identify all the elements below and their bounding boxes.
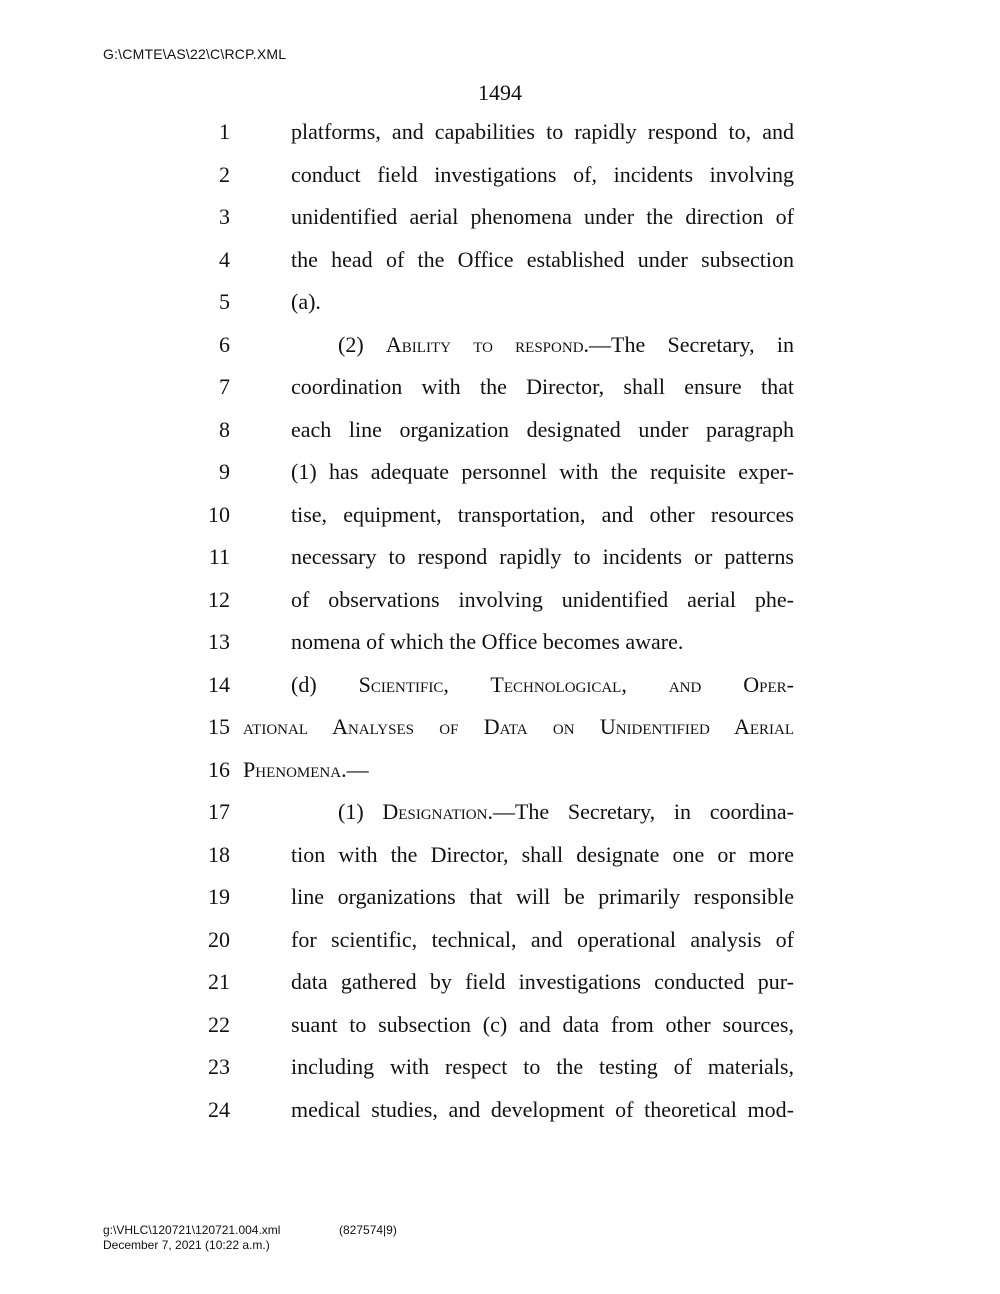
line-text: [338, 331, 794, 359]
text-segment: data gathered by field investigations conducted pur-: [291, 969, 794, 994]
line-text: [291, 501, 794, 529]
line-text: [243, 756, 794, 784]
line-number: 17: [208, 799, 230, 824]
line-number: 4: [219, 247, 230, 272]
text-segment: conduct field investigations of, incidents involving: [291, 162, 794, 187]
footer-date: December 7, 2021 (10:22 a.m.): [103, 1238, 270, 1252]
text-segment: each line organization designated under paragraph: [291, 417, 794, 442]
line-number: 20: [208, 927, 230, 952]
footer-document-id: (827574|9): [339, 1223, 397, 1237]
small-caps-heading: Designation: [382, 799, 488, 824]
line-number: 10: [208, 502, 230, 527]
line-number: 6: [219, 332, 230, 357]
line-number: 16: [208, 757, 230, 782]
line-text: [291, 373, 794, 401]
line-number: 14: [208, 672, 230, 697]
text-segment: tise, equipment, transportation, and other resources: [291, 502, 794, 527]
line-text: [243, 713, 794, 741]
text-segment: suant to subsection (c) and data from other sources,: [291, 1012, 794, 1037]
text-segment: necessary to respond rapidly to incidents or patterns: [291, 544, 794, 569]
line-text: [291, 458, 794, 486]
text-segment: nomena of which the Office becomes aware.: [291, 629, 684, 654]
line-number: 9: [219, 459, 230, 484]
text-segment: (2): [338, 332, 386, 357]
line-number: 21: [208, 969, 230, 994]
text-segment: line organizations that will be primarily responsible: [291, 884, 794, 909]
text-segment: .—: [341, 757, 369, 782]
text-segment: .—The Secretary, in coordina-: [487, 799, 794, 824]
line-text: [291, 968, 794, 996]
text-segment: unidentified aerial phenomena under the direction of: [291, 204, 794, 229]
text-segment: platforms, and capabilities to rapidly respond to, and: [291, 119, 794, 144]
line-number: 23: [208, 1054, 230, 1079]
file-path-header: G:\CMTE\AS\22\C\RCP.XML: [103, 46, 287, 62]
line-number: 13: [208, 629, 230, 654]
footer-file-path: g:\VHLC\120721\120721.004.xml: [103, 1223, 281, 1237]
line-number: 2: [219, 162, 230, 187]
line-text: [291, 416, 794, 444]
line-text: [291, 1096, 794, 1124]
line-text: [291, 1011, 794, 1039]
text-segment: (1): [338, 799, 383, 824]
page-number: 1494: [478, 80, 522, 105]
text-segment: the head of the Office established under subsection: [291, 247, 794, 272]
line-text: [291, 161, 794, 189]
small-caps-heading: ational Analyses of Data on Unidentified Aerial: [243, 714, 794, 739]
line-text: [291, 926, 794, 954]
line-number: 19: [208, 884, 230, 909]
small-caps-heading: Ability to respond: [385, 332, 584, 357]
line-text: [338, 798, 794, 826]
line-text: [291, 841, 794, 869]
text-segment: (a).: [291, 289, 321, 314]
text-segment: (1) has adequate personnel with the requisite exper-: [291, 459, 794, 484]
line-number: 3: [219, 204, 230, 229]
line-text: [291, 671, 794, 699]
line-text: [291, 628, 794, 656]
line-text: [291, 883, 794, 911]
line-text: [291, 288, 794, 316]
line-number: 15: [208, 714, 230, 739]
small-caps-heading: Phenomena: [243, 757, 342, 782]
text-segment: for scientific, technical, and operational analysis of: [291, 927, 794, 952]
line-number: 7: [219, 374, 230, 399]
line-text: [291, 118, 794, 146]
line-number: 1: [219, 119, 230, 144]
line-number: 12: [208, 587, 230, 612]
text-segment: .—The Secretary, in: [583, 332, 794, 357]
text-segment: coordination with the Director, shall ensure that: [291, 374, 794, 399]
line-number: 18: [208, 842, 230, 867]
line-number: 24: [208, 1097, 230, 1122]
line-text: [291, 1053, 794, 1081]
line-number: 11: [208, 544, 230, 569]
line-text: [291, 586, 794, 614]
line-text: [291, 246, 794, 274]
line-number: 22: [208, 1012, 230, 1037]
line-number: 5: [219, 289, 230, 314]
text-segment: tion with the Director, shall designate one or more: [291, 842, 794, 867]
text-segment: including with respect to the testing of materials,: [291, 1054, 794, 1079]
line-text: [291, 203, 794, 231]
line-number: 8: [219, 417, 230, 442]
line-text: [291, 543, 794, 571]
text-segment: (d): [291, 672, 359, 697]
small-caps-heading: Scientific, Technological, and Oper-: [358, 672, 794, 697]
text-segment: medical studies, and development of theoretical mod-: [291, 1097, 794, 1122]
text-segment: of observations involving unidentified aerial phe-: [291, 587, 794, 612]
